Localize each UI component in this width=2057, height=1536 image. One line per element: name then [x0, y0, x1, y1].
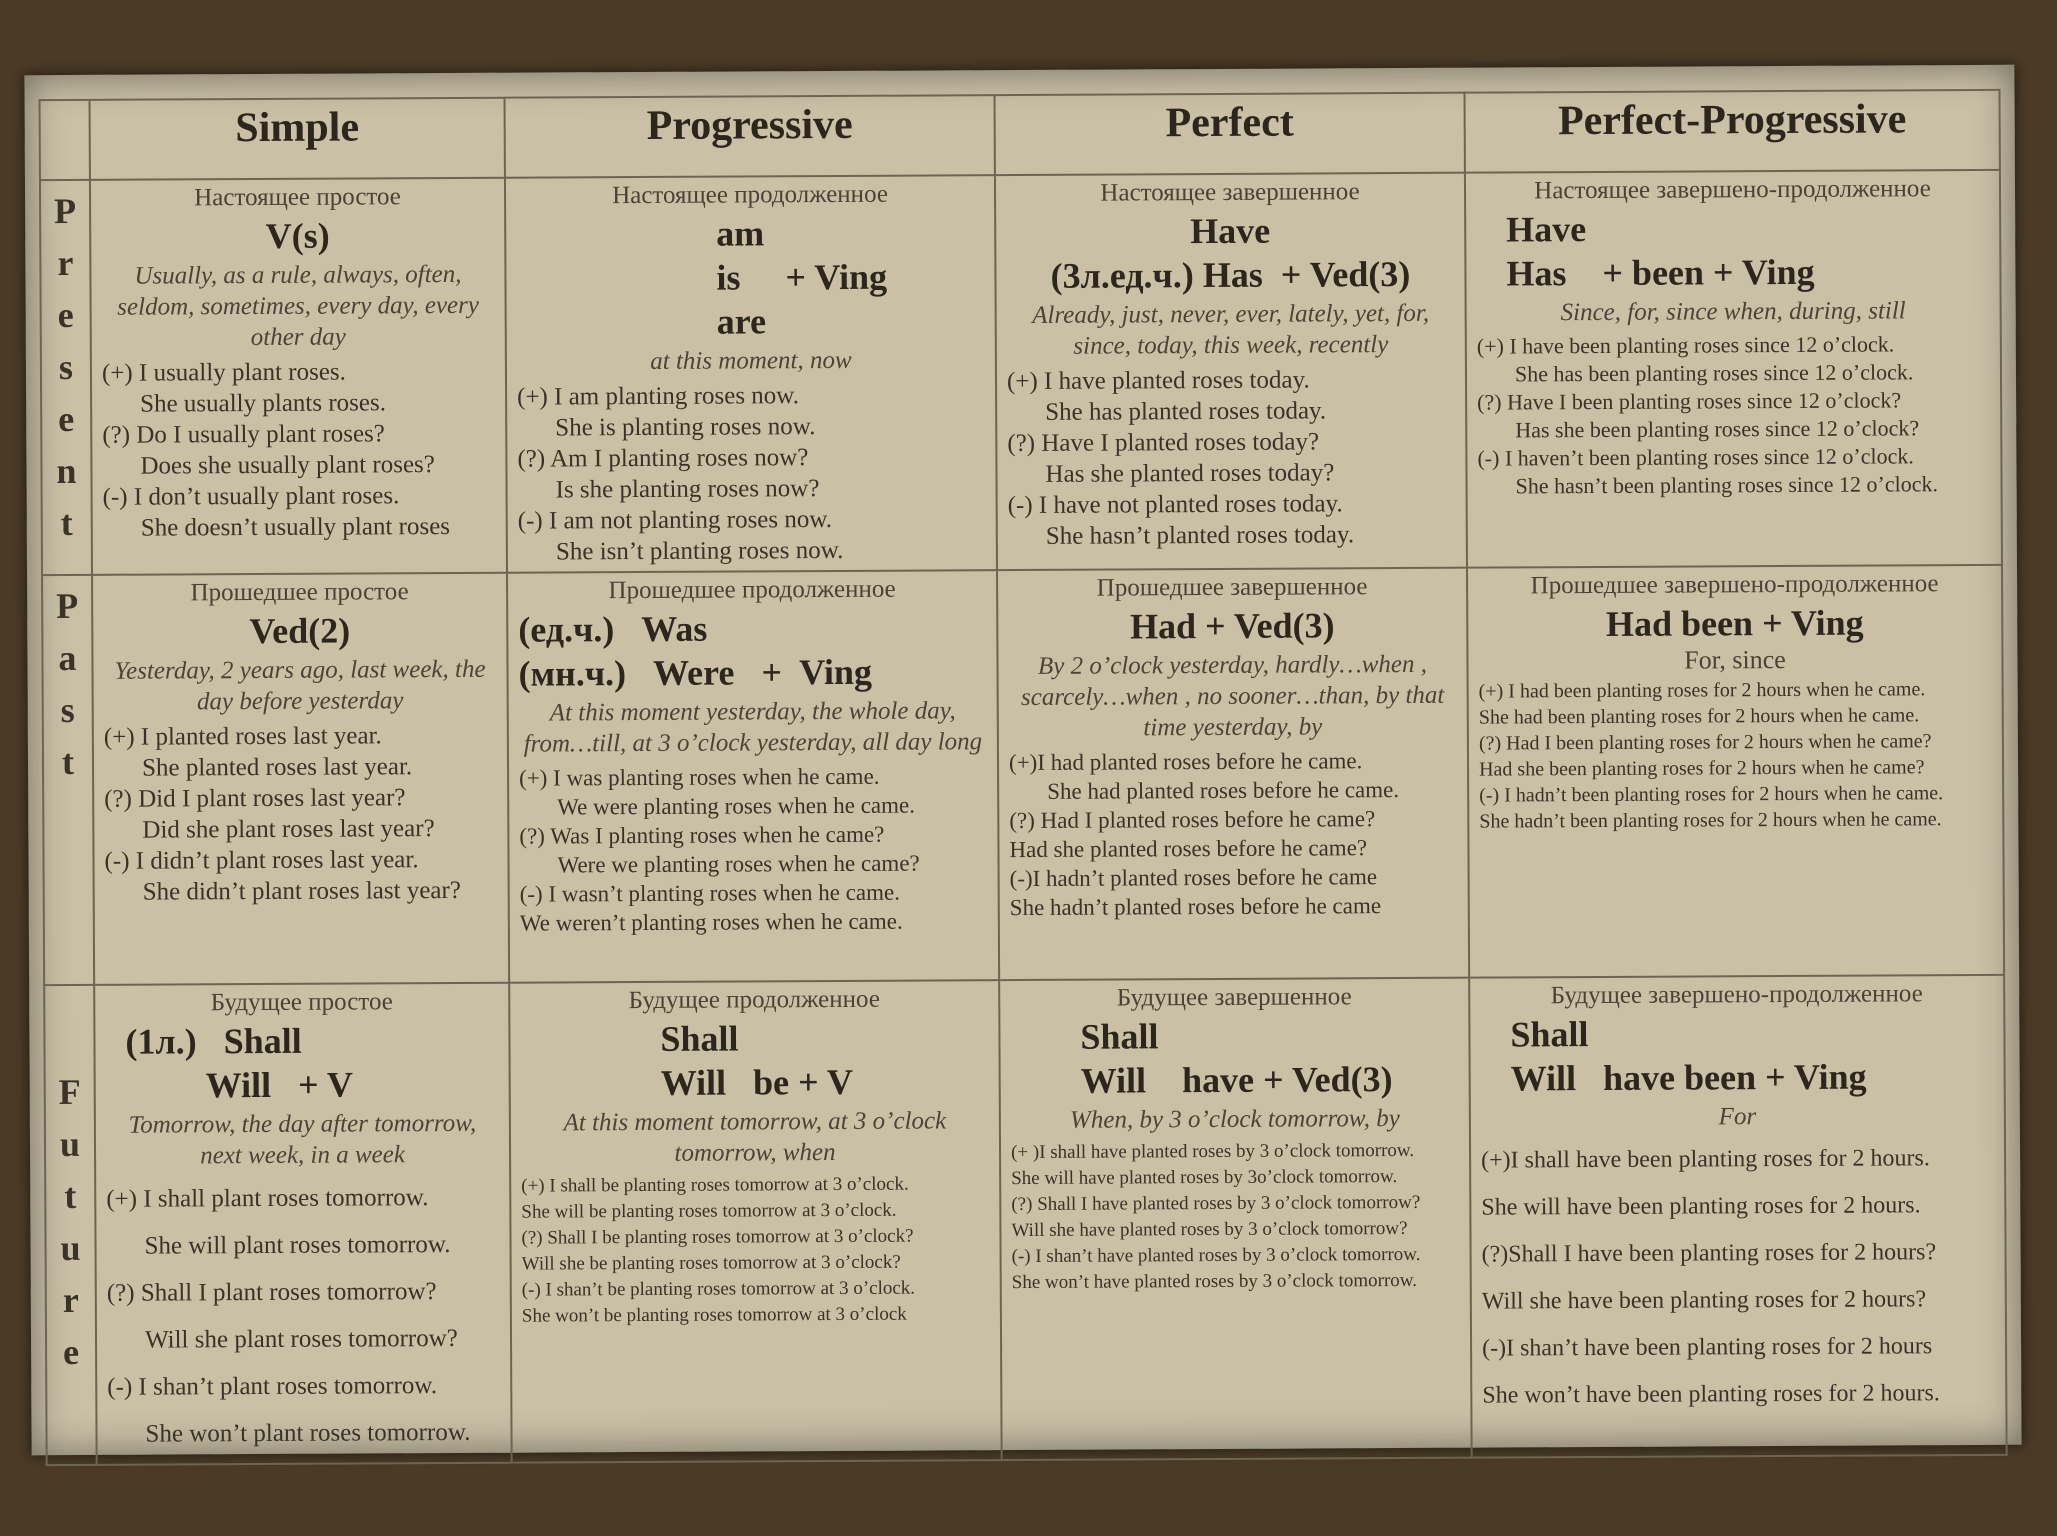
russian-title: Настоящее завершено-продолженное [1534, 175, 1931, 205]
example: (-)I shan’t have been planting roses for 2 hours [1482, 1333, 1933, 1362]
cell-future-simple [94, 983, 512, 1465]
example: Does she usually plant roses? [140, 451, 435, 480]
example: Had she planted roses before he came? [1009, 835, 1368, 863]
row-letter: t [60, 502, 73, 544]
example: Is she planting roses now? [555, 475, 820, 504]
corner-cell [40, 100, 90, 180]
formula: V(s) [265, 215, 330, 256]
example: Will she plant roses tomorrow? [144, 1324, 458, 1354]
russian-title: Настоящее продолженное [612, 180, 888, 210]
formula: (1л.) Shall [125, 1020, 302, 1062]
example: (?) Am I planting roses now? [517, 444, 809, 473]
example: Will she have been planting roses for 2 hours? [1481, 1286, 1927, 1315]
row-letter: t [64, 1175, 77, 1217]
row-letter: e [57, 294, 74, 336]
row-letter: P [54, 190, 77, 232]
russian-title: Прошедшее завершено-продолженное [1530, 570, 1939, 600]
example: She had planted roses before he came. [1047, 777, 1400, 804]
formula: are [716, 301, 767, 342]
example: (+) I have planted roses today. [1006, 366, 1310, 396]
formula: Have [1506, 209, 1587, 250]
example: (?)Shall I have been planting roses for 2 hours? [1481, 1239, 1937, 1268]
russian-title: Будущее простое [210, 988, 393, 1017]
time-markers: Yesterday, 2 years ago, last week, the day before yesterday [114, 655, 486, 716]
example: (+)I shall have been planting roses for 2 hours. [1481, 1145, 1930, 1174]
cell-past-simple [92, 573, 509, 985]
col-header-perfect-progressive: Perfect-Progressive [1465, 90, 2000, 173]
cell-present-perfect [995, 173, 1467, 570]
example: (+) I shall plant roses tomorrow. [106, 1184, 429, 1213]
formula: Has + been + Ving [1506, 251, 1815, 294]
cell-present-simple [90, 178, 507, 575]
example: She hadn’t planted roses before he came [1009, 893, 1382, 921]
example: She is planting roses now. [555, 413, 816, 442]
row-label-future [44, 985, 97, 1465]
example: (?) Do I usually plant roses? [102, 420, 385, 449]
row-letter: r [62, 1279, 79, 1321]
row-label-past [42, 575, 94, 985]
example: She has planted roses today. [1045, 397, 1327, 426]
example: Will she be planting roses tomorrow at 3 o’clock? [521, 1251, 901, 1275]
cell-present-perfect-progressive [1465, 170, 2002, 568]
row-letter: F [58, 1071, 81, 1113]
example: (+)I had planted roses before he came. [1008, 748, 1363, 776]
time-markers: At this moment tomorrow, at 3 o’clock tomorrow, when [563, 1107, 947, 1167]
example: Has she planted roses today? [1045, 459, 1335, 488]
example: (+) I shall be planting roses tomorrow at 3 o’clock. [521, 1173, 909, 1197]
time-markers: Usually, as a rule, always, often, seldom, sometimes, every day, every other day [117, 260, 480, 352]
example: (+ )I shall have planted roses by 3 o’clock tomorrow. [1011, 1139, 1415, 1164]
row-present [40, 170, 2002, 575]
col-header-simple: Simple [90, 98, 505, 180]
example: She won’t have planted roses by 3 o’clock tomorrow. [1011, 1269, 1418, 1294]
example: (?) Have I planted roses today? [1007, 428, 1320, 458]
row-letter: s [58, 346, 74, 388]
formula: Shall [1510, 1014, 1589, 1055]
example: She will have been planting roses for 2 hours. [1481, 1192, 1921, 1221]
time-markers: Already, just, never, ever, lately, yet, for, since, today, this week, recently [1032, 299, 1430, 360]
row-letter: n [56, 450, 77, 492]
cell-future-perfect-progressive [1469, 975, 2007, 1458]
time-markers: For [1718, 1103, 1757, 1131]
formula: (3л.ед.ч.) Has + Ved(3) [1050, 253, 1411, 296]
formula: Shall [1080, 1016, 1159, 1057]
formula: Had + Ved(3) [1129, 605, 1335, 647]
russian-title: Будущее завершено-продолженное [1550, 980, 1923, 1010]
example: (+) I was planting roses when he came. [519, 763, 880, 791]
header-row [40, 90, 2000, 180]
example: (?) Did I plant roses last year? [104, 784, 406, 813]
formula: Ved(2) [249, 610, 351, 652]
example: (+) I planted roses last year. [103, 722, 382, 751]
russian-title: Настоящее завершенное [1100, 178, 1360, 207]
example: She will have planted roses by 3o’clock tomorrow. [1011, 1166, 1398, 1190]
row-letter: s [60, 689, 75, 731]
russian-title: Будущее завершенное [1116, 983, 1352, 1012]
example: (-) I wasn’t planting roses when he came. [519, 879, 900, 907]
russian-title: Прошедшее простое [190, 578, 409, 607]
cell-present-progressive [505, 175, 997, 573]
example: She didn’t plant roses last year? [142, 876, 461, 906]
example: (-) I have not planted roses today. [1007, 490, 1343, 520]
example: She will plant roses tomorrow. [144, 1231, 451, 1260]
russian-title: Прошедшее продолженное [608, 575, 896, 605]
example: She won’t plant roses tomorrow. [145, 1418, 471, 1448]
example: (?) Was I planting roses when he came? [519, 821, 885, 849]
example: She won’t be planting roses tomorrow at 3 o’clock [521, 1303, 907, 1327]
example: (+) I have been planting roses since 12 o’clock. [1476, 331, 1895, 359]
example: She hadn’t been planting roses for 2 hours when he came. [1479, 808, 1942, 833]
example: Were we planting roses when he came? [557, 850, 920, 878]
row-letter: u [60, 1227, 81, 1269]
formula: is + Ving [716, 256, 888, 298]
paper-sheet [24, 65, 2021, 1455]
time-markers: At this moment yesterday, the whole day, from…till, at 3 o’clock yesterday, all day long [523, 697, 983, 758]
cell-future-progressive [509, 980, 1002, 1463]
cell-past-perfect [997, 568, 1469, 980]
row-letter: a [58, 637, 77, 679]
russian-title: Будущее продолженное [628, 985, 880, 1015]
example: (?) Shall I have planted roses by 3 o’clock tomorrow? [1011, 1191, 1421, 1216]
example: Has she been planting roses since 12 o’clock? [1515, 415, 1920, 443]
example: (-) I hadn’t been planting roses for 2 hours when he came. [1479, 782, 1944, 807]
time-markers: Tomorrow, the day after tomorrow, next week, in a week [128, 1109, 477, 1170]
row-letter: e [58, 398, 75, 440]
formula: (мн.ч.) Were + Ving [518, 651, 873, 694]
row-letter: e [62, 1331, 80, 1373]
example: (+) I am planting roses now. [517, 382, 800, 411]
example: (?) Shall I be planting roses tomorrow at 3 o’clock? [521, 1225, 914, 1249]
example: (-) I shan’t plant roses tomorrow. [107, 1372, 438, 1401]
formula: Will + V [205, 1064, 354, 1106]
time-markers: When, by 3 o’clock tomorrow, by [1069, 1105, 1400, 1134]
example: (-) I shan’t be planting roses tomorrow at 3 o’clock. [521, 1277, 916, 1301]
row-letter: u [59, 1123, 81, 1165]
example: She had been planting roses for 2 hours when he came. [1478, 704, 1920, 729]
example: (-) I am not planting roses now. [517, 505, 833, 535]
example: She planted roses last year. [141, 753, 413, 782]
col-header-perfect: Perfect [995, 93, 1465, 175]
formula: Will have + Ved(3) [1080, 1059, 1393, 1101]
example: We weren’t planting roses when he came. [519, 908, 903, 936]
col-header-progressive: Progressive [505, 95, 995, 178]
example: (-) I didn’t plant roses last year. [104, 846, 419, 875]
time-markers: Since, for, since when, during, still [1560, 297, 1906, 327]
example: She has been planting roses since 12 o’clock. [1514, 359, 1914, 387]
row-future [44, 975, 2006, 1465]
example: Had she been planting roses for 2 hours when he came? [1478, 756, 1925, 781]
formula: Have [1190, 210, 1271, 252]
time-markers: For, since [1684, 645, 1786, 675]
formula: Will have been + Ving [1510, 1056, 1867, 1099]
formula: Shall [660, 1018, 739, 1059]
example: She isn’t planting roses now. [555, 536, 844, 566]
formula: Will be + V [660, 1061, 854, 1103]
time-markers: at this moment, now [650, 346, 852, 375]
tense-table [39, 89, 2008, 1466]
example: (?) Shall I plant roses tomorrow? [106, 1278, 437, 1307]
example: (?) Have I been planting roses since 12 o’clock? [1477, 387, 1902, 415]
example: She will be planting roses tomorrow at 3 o’clock. [521, 1199, 897, 1223]
example: (-) I don’t usually plant roses. [102, 482, 400, 511]
example: (+) I had been planting roses for 2 hours when he came. [1478, 678, 1926, 703]
example: (?) Had I planted roses before he came? [1009, 806, 1376, 834]
example: Did she plant roses last year? [142, 815, 435, 844]
example: We were planting roses when he came. [557, 792, 916, 820]
example: She hasn’t planted roses today. [1045, 521, 1355, 550]
example: (-) I shan’t have planted roses by 3 o’clock tomorrow. [1011, 1243, 1421, 1268]
cell-past-progressive [507, 570, 999, 983]
time-markers: By 2 o’clock yesterday, hardly…when , scarcely…when , no sooner…than, by that time yesterday, by [1020, 650, 1445, 742]
example: Will she have planted roses by 3 o’clock tomorrow? [1011, 1217, 1408, 1242]
formula: Had been + Ving [1605, 602, 1864, 644]
cell-future-perfect [999, 978, 1472, 1460]
formula: am [716, 213, 765, 254]
row-letter: P [56, 585, 79, 627]
example: She hasn’t been planting roses since 12 o’clock. [1515, 471, 1939, 499]
example: (-) I haven’t been planting roses since 12 o’clock. [1477, 443, 1914, 471]
example: (+) I usually plant roses. [101, 358, 346, 387]
row-past [42, 565, 2004, 985]
row-letter: t [61, 741, 75, 783]
example: She usually plants roses. [140, 389, 387, 418]
russian-title: Настоящее простое [194, 183, 401, 212]
russian-title: Прошедшее завершенное [1096, 573, 1368, 602]
cell-past-perfect-progressive [1467, 565, 2004, 978]
example: (?) Had I been planting roses for 2 hours when he came? [1478, 730, 1932, 755]
example: She doesn’t usually plant roses [140, 512, 451, 542]
row-letter: r [57, 242, 74, 284]
row-label-present [40, 180, 92, 575]
formula: (ед.ч.) Was [518, 608, 708, 650]
example: She won’t have been planting roses for 2 hours. [1482, 1380, 1940, 1409]
example: (-)I hadn’t planted roses before he came [1009, 864, 1378, 892]
